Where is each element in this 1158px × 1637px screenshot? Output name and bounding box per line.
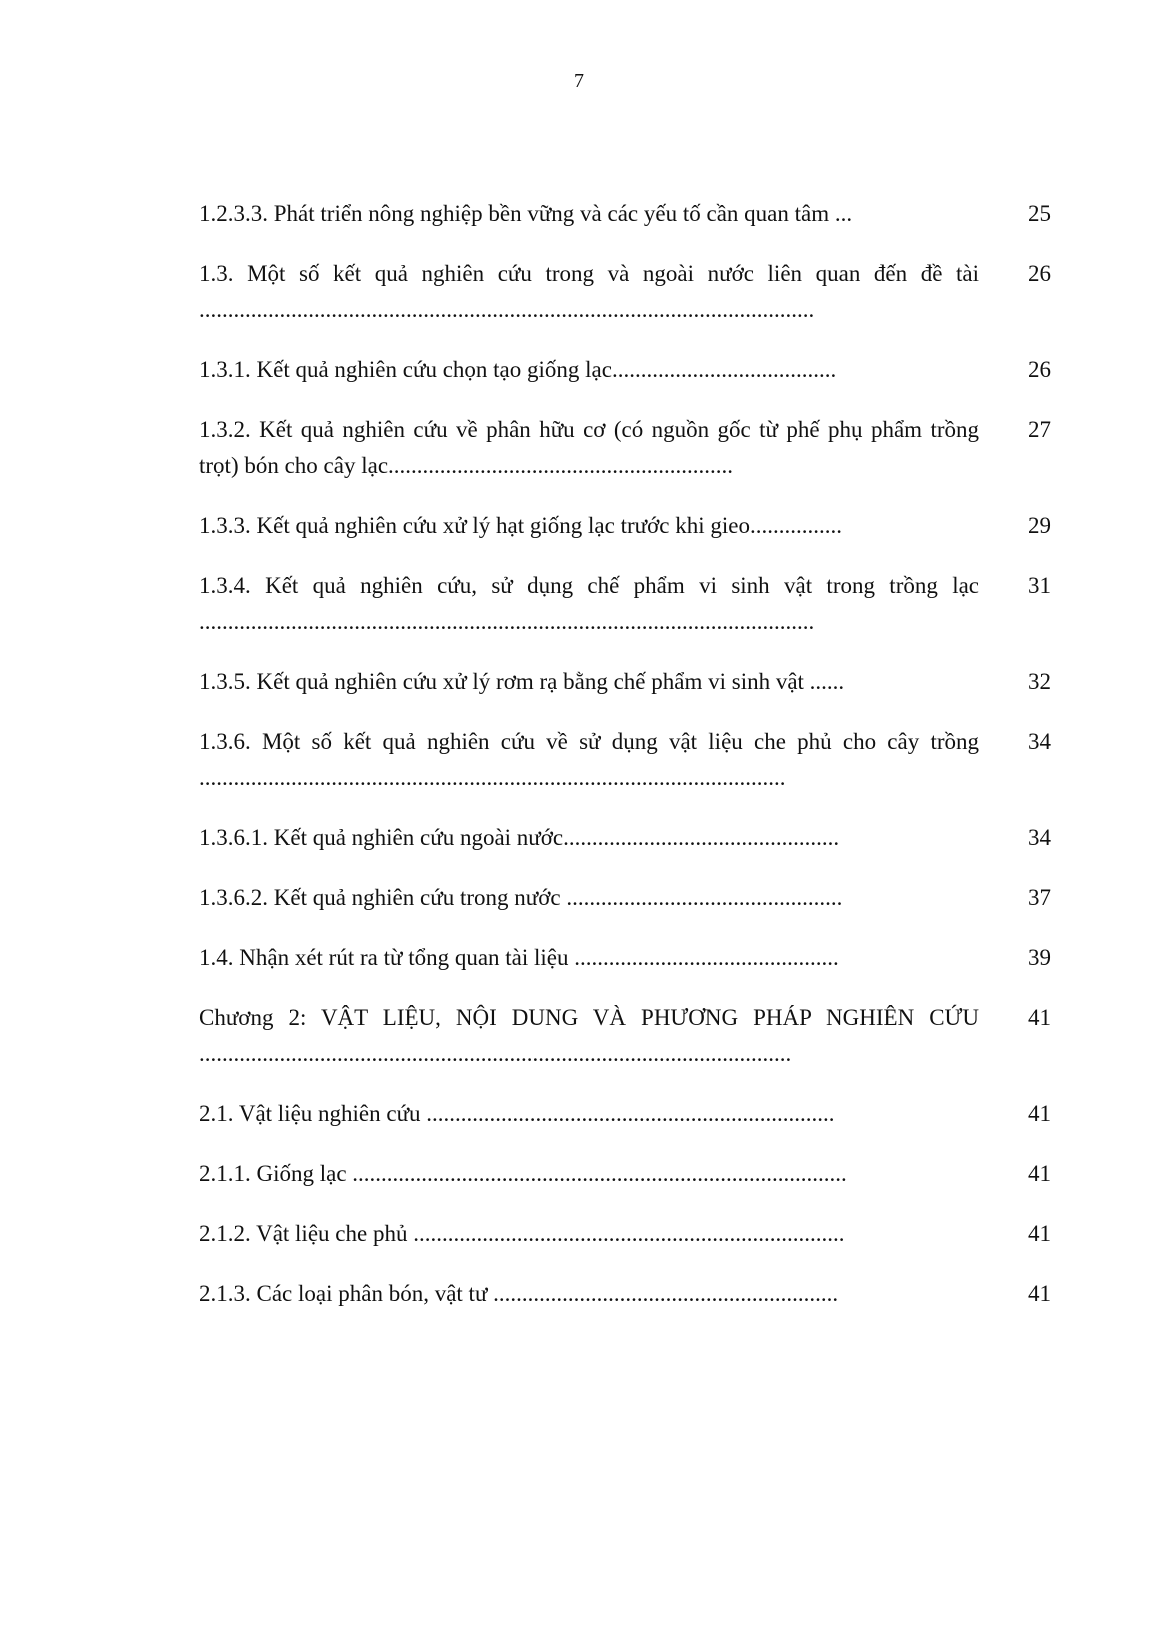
toc-entry-title: 2.1. Vật liệu nghiên cứu ....................................................................... [199, 1101, 835, 1126]
toc-entry [199, 1216, 1051, 1252]
toc-entry-page: 34 [1028, 825, 1051, 850]
toc-entry [199, 196, 1051, 232]
toc-entry-page: 41 [1028, 1281, 1051, 1306]
toc-entry-page: 29 [1028, 513, 1051, 538]
toc-entry-title: 1.3.1. Kết quả nghiên cứu chọn tạo giống lạc....................................... [199, 357, 837, 382]
toc-entry-title: 1.4. Nhận xét rút ra từ tổng quan tài liệu .............................................. [199, 945, 839, 970]
toc-entry-page: 41 [1028, 1101, 1051, 1126]
toc-entry [199, 880, 1051, 916]
toc-entry-page: 32 [1028, 669, 1051, 694]
toc-entry [199, 412, 1051, 484]
page-number: 7 [574, 70, 584, 92]
toc-entry [199, 352, 1051, 388]
toc-entry [199, 820, 1051, 856]
toc-entry [199, 568, 1051, 640]
toc-entry [199, 724, 1051, 796]
toc-entry-page: 41 [1028, 1005, 1051, 1030]
toc-entry-page: 25 [1028, 201, 1051, 226]
toc-entry-title: Chương 2: VẬT LIỆU, NỘI DUNG VÀ PHƯƠNG PHÁP NGHIÊN CỨU ....................................................................................................... [199, 1005, 979, 1066]
toc-entry-title: 1.3.6.1. Kết quả nghiên cứu ngoài nước................................................ [199, 825, 840, 850]
toc-entry-title: 1.2.3.3. Phát triển nông nghiệp bền vững và các yếu tố cần quan tâm ... [199, 201, 853, 226]
toc-entry-title: 1.3.5. Kết quả nghiên cứu xử lý rơm rạ bằng chế phẩm vi sinh vật ...... [199, 669, 845, 694]
toc-entry-page: 41 [1028, 1161, 1051, 1186]
toc-entry-page: 34 [1028, 729, 1051, 754]
toc-entry [199, 256, 1051, 328]
toc-entry-page: 39 [1028, 945, 1051, 970]
toc-entry-title: 1.3.6. Một số kết quả nghiên cứu về sử dụng vật liệu che phủ cho cây trồng ...................................................................................................... [199, 729, 979, 790]
toc-entry [199, 1096, 1051, 1132]
toc-entry [199, 1000, 1051, 1072]
toc-entry [199, 664, 1051, 700]
table-of-contents [199, 196, 1051, 1312]
toc-entry [199, 1156, 1051, 1192]
toc-entry-page: 26 [1028, 357, 1051, 382]
toc-entry-title: 2.1.3. Các loại phân bón, vật tư ............................................................ [199, 1281, 839, 1306]
toc-entry-title: 1.3.6.2. Kết quả nghiên cứu trong nước ................................................ [199, 885, 843, 910]
toc-entry [199, 508, 1051, 544]
toc-entry-page: 41 [1028, 1221, 1051, 1246]
toc-entry [199, 940, 1051, 976]
toc-entry-title: 1.3. Một số kết quả nghiên cứu trong và ngoài nước liên quan đến đề tài ........................................................................................................... [199, 261, 979, 322]
toc-entry-title: 2.1.2. Vật liệu che phủ ........................................................................... [199, 1221, 845, 1246]
toc-entry-page: 37 [1028, 885, 1051, 910]
toc-entry-page: 26 [1028, 261, 1051, 286]
toc-entry-page: 31 [1028, 573, 1051, 598]
toc-entry-title: 2.1.1. Giống lạc ...................................................................................... [199, 1161, 847, 1186]
toc-entry-title: 1.3.4. Kết quả nghiên cứu, sử dụng chế phẩm vi sinh vật trong trồng lạc ........................................................................................................... [199, 573, 979, 634]
toc-entry [199, 1276, 1051, 1312]
toc-entry-title: 1.3.2. Kết quả nghiên cứu về phân hữu cơ (có nguồn gốc từ phế phụ phẩm trồng trọt) bón cho cây lạc............................................................ [199, 417, 979, 478]
toc-entry-page: 27 [1028, 417, 1051, 442]
toc-entry-title: 1.3.3. Kết quả nghiên cứu xử lý hạt giống lạc trước khi gieo................ [199, 513, 842, 538]
